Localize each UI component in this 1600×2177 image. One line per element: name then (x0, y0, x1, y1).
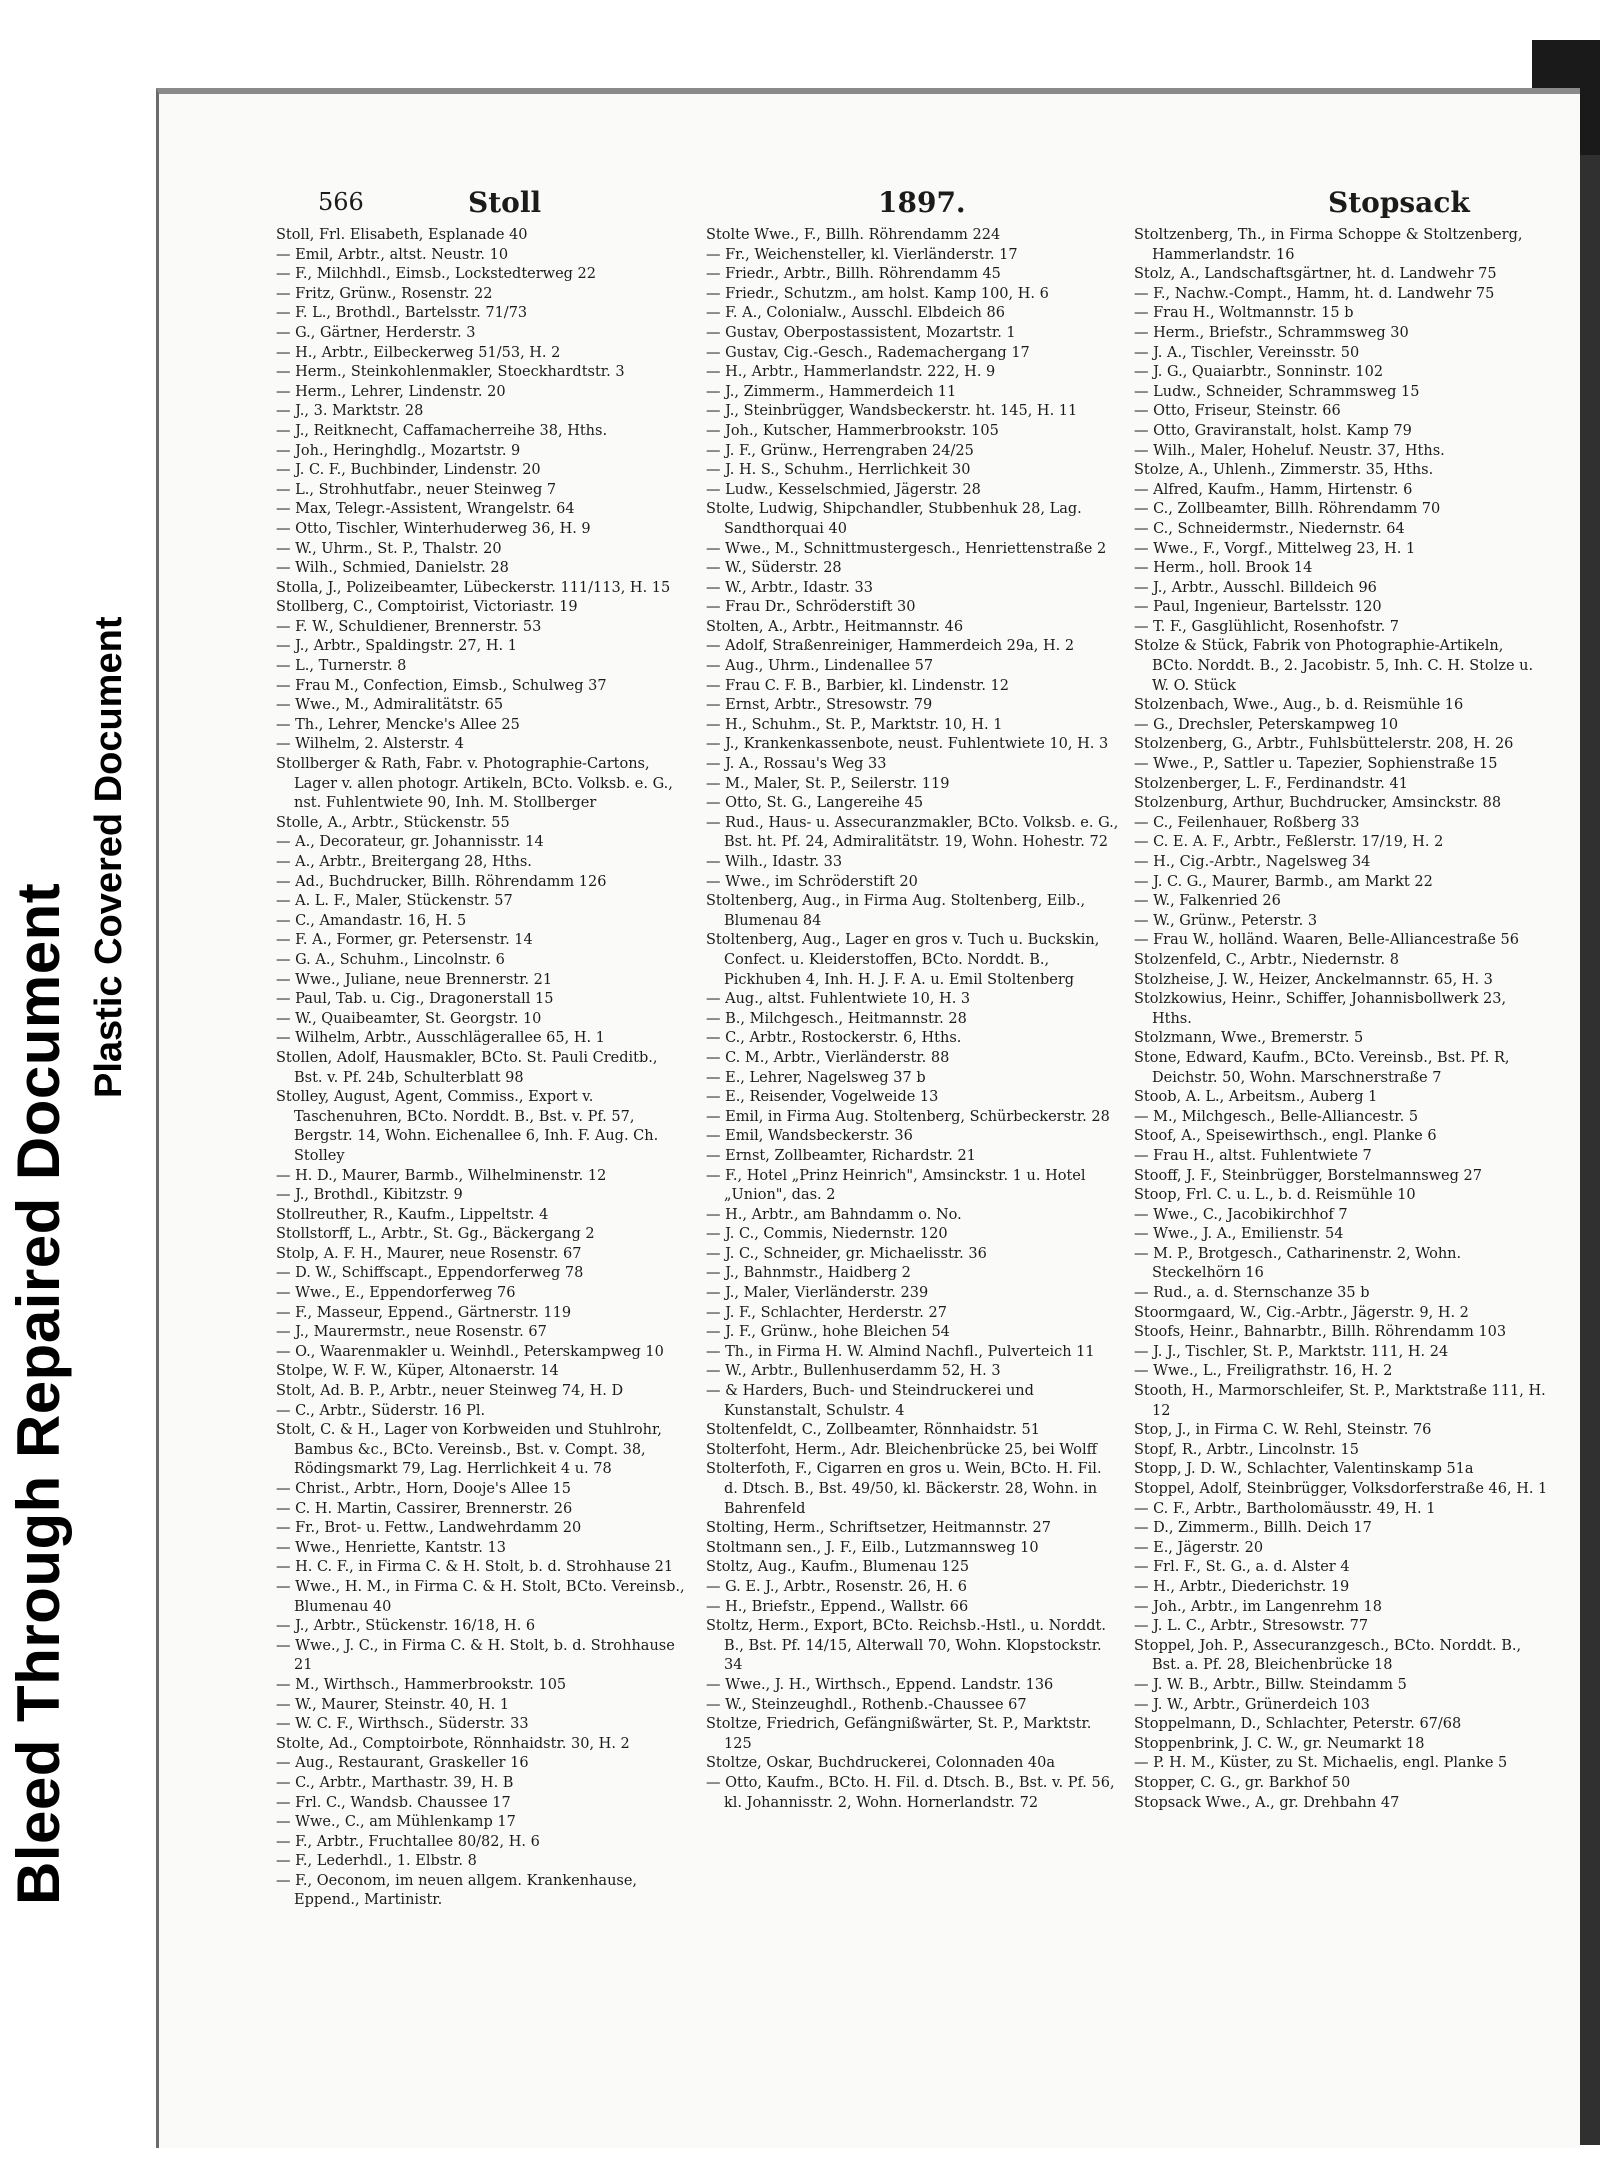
directory-entry: Stop, J., in Firma C. W. Rehl, Steinstr. 76 (1134, 1422, 1432, 1439)
directory-entry: Stooff, J. F., Steinbrügger, Borstelmannsweg 27 (1134, 1167, 1482, 1184)
directory-entry: Stoltmann sen., J. F., Eilb., Lutzmannsweg 10 (706, 1539, 1039, 1556)
directory-entry: — L., Turnerstr. 8 (276, 658, 407, 675)
directory-entry: — C. H. Martin, Cassirer, Brennerstr. 26 (276, 1500, 573, 1517)
directory-entry: — E., Reisender, Vogelweide 13 (706, 1089, 939, 1106)
directory-entry: Stoormgaard, W., Cig.-Arbtr., Jägerstr. 9, H. 2 (1134, 1304, 1469, 1321)
directory-entry: — H., Cig.-Arbtr., Nagelsweg 34 (1134, 854, 1371, 870)
directory-entry: — H., Schuhm., St. P., Marktstr. 10, H. 1 (706, 716, 1003, 733)
directory-entry: — Wwe., C., am Mühlenkamp 17 (276, 1814, 516, 1831)
directory-entry: — W., Grünw., Peterstr. 3 (1134, 912, 1318, 929)
directory-entry: Stolle, A., Arbtr., Stückenstr. 55 (276, 814, 510, 831)
directory-entry: Stolla, J., Polizeibeamter, Lübeckerstr. 111/113, H. 15 (276, 579, 671, 596)
directory-entry: — Otto, Graviranstalt, holst. Kamp 79 (1134, 422, 1412, 439)
directory-entry: — Wwe., Juliane, neue Brennerstr. 21 (276, 971, 553, 988)
directory-entry: — & Harders, Buch- und Steindruckerei und Kunstanstalt, Schulstr. 4 (706, 1383, 1034, 1419)
directory-entry: — G. A., Schuhm., Lincolnstr. 6 (276, 951, 505, 968)
directory-entry: — Wwe., L., Freiligrathstr. 16, H. 2 (1134, 1363, 1393, 1380)
directory-entry: Stoltz, Herm., Export, BCto. Reichsb.-Hstl., u. Norddt. B., Bst. Pf. 14/15, Alterwall 70, Wohn. Klopstockstr. 34 (706, 1618, 1106, 1674)
directory-entry: Stolte, Ad., Comptoirbote, Rönnhaidstr. 30, H. 2 (276, 1735, 630, 1752)
directory-entry: — P. H. M., Küster, zu St. Michaelis, engl. Planke 5 (1134, 1755, 1508, 1772)
directory-entry: — J., Arbtr., Spaldingstr. 27, H. 1 (276, 638, 517, 655)
directory-entry: Stoppenbrink, J. C. W., gr. Neumarkt 18 (1134, 1735, 1425, 1752)
directory-entry: — Wilhelm, 2. Alsterstr. 4 (276, 736, 464, 753)
directory-entry: — Aug., altst. Fuhlentwiete 10, H. 3 (706, 991, 971, 1008)
directory-entry: — J. G., Quaiarbtr., Sonninstr. 102 (1134, 364, 1384, 381)
directory-entry: — M., Milchgesch., Belle-Alliancestr. 5 (1134, 1108, 1419, 1125)
directory-entry: — L., Strohhutfabr., neuer Steinweg 7 (276, 481, 557, 498)
directory-entry: — Wwe., J. C., in Firma C. & H. Stolt, b. d. Strohhause 21 (276, 1637, 675, 1674)
directory-entry: — A. L. F., Maler, Stückenstr. 57 (276, 893, 513, 910)
directory-entry: Stolzenfeld, C., Arbtr., Niedernstr. 8 (1134, 951, 1399, 968)
directory-entry: Stolzenburg, Arthur, Buchdrucker, Amsinckstr. 88 (1134, 795, 1502, 812)
directory-entry: — H., Arbtr., Hammerlandstr. 222, H. 9 (706, 364, 996, 381)
directory-entry: — E., Lehrer, Nagelsweg 37 b (706, 1069, 926, 1086)
directory-entry: Stopf, R., Arbtr., Lincolnstr. 15 (1134, 1441, 1359, 1458)
directory-entry: — Otto, Kaufm., BCto. H. Fil. d. Dtsch. B., Bst. v. Pf. 56, kl. Johannisstr. 2, Wohn. Hornerlandstr. 72 (706, 1774, 1115, 1811)
directory-entry: — J., Brothdl., Kibitzstr. 9 (276, 1187, 463, 1204)
directory-entry: Stopp, J. D. W., Schlachter, Valentinskamp 51a (1134, 1461, 1474, 1478)
directory-entry: — W. C. F., Wirthsch., Süderstr. 33 (276, 1716, 529, 1733)
directory-entry: — J., Maurermstr., neue Rosenstr. 67 (276, 1324, 547, 1341)
directory-entry: — F. W., Schuldiener, Brennerstr. 53 (276, 618, 542, 635)
directory-entry: — Herm., Lehrer, Lindenstr. 20 (276, 383, 506, 400)
directory-entry: — Christ., Arbtr., Horn, Dooje's Allee 15 (276, 1481, 571, 1497)
directory-entry: Stolt, C. & H., Lager von Korbweiden und Stuhlrohr, Bambus &c., BCto. Vereinsb., Bst. v. Compt. 38, Rödingsmarkt 79, Lag. Herrlichkeit 4 u. 78 (276, 1422, 662, 1478)
directory-entry: — C., Feilenhauer, Roßberg 33 (1134, 814, 1360, 831)
directory-column-1 (276, 226, 690, 2106)
directory-entry: — E., Jägerstr. 20 (1134, 1539, 1264, 1556)
directory-entry: Stone, Edward, Kaufm., BCto. Vereinsb., Bst. Pf. R, Deichstr. 50, Wohn. Marschnerstraße 7 (1134, 1049, 1510, 1086)
directory-entry: — Frau W., holländ. Waaren, Belle-Alliancestraße 56 (1134, 932, 1519, 949)
directory-entry: — C. E. A. F., Arbtr., Feßlerstr. 17/19, H. 2 (1134, 834, 1444, 851)
header-year: 1897. (878, 186, 966, 219)
directory-entry: Stollberger & Rath, Fabr. v. Photographie-Cartons, Lager v. allen photogr. Artikeln, BCto. Volksb. e. G., nst. Fuhlentwiete 90, Inh. M. Stollberger (276, 756, 673, 812)
directory-entry: — A., Arbtr., Breitergang 28, Hths. (276, 854, 532, 870)
directory-entry: — W., Arbtr., Idastr. 33 (706, 579, 873, 596)
directory-entry: Stolt, Ad. B. P., Arbtr., neuer Steinweg 74, H. D (276, 1383, 624, 1400)
directory-entry: — J. J., Tischler, St. P., Marktstr. 111, H. 24 (1134, 1343, 1449, 1360)
directory-entry: — J. C. G., Maurer, Barmb., am Markt 22 (1134, 873, 1433, 890)
directory-entry: — J. W., Arbtr., Grünerdeich 103 (1134, 1696, 1370, 1713)
directory-entry: Stoof, A., Speisewirthsch., engl. Planke 6 (1134, 1128, 1437, 1145)
directory-entry: — H. C. F., in Firma C. & H. Stolt, b. d. Strohhause 21 (276, 1559, 674, 1576)
directory-entry: — Aug., Restaurant, Graskeller 16 (276, 1755, 529, 1772)
directory-entry: — J. W. B., Arbtr., Billw. Steindamm 5 (1134, 1676, 1407, 1693)
directory-entry: — Emil, Wandsbeckerstr. 36 (706, 1128, 913, 1145)
directory-entry: — Wwe., H. M., in Firma C. & H. Stolt, BCto. Vereinsb., Blumenau 40 (276, 1578, 685, 1615)
directory-entry: — W., Falkenried 26 (1134, 893, 1281, 910)
directory-entry: — Frau Dr., Schröderstift 30 (706, 599, 916, 616)
header-first-entry: Stoll (468, 186, 542, 219)
directory-entry: — J., Arbtr., Stückenstr. 16/18, H. 6 (276, 1618, 536, 1635)
directory-entry: — Herm., Briefstr., Schrammsweg 30 (1134, 324, 1409, 341)
directory-entry: — J., Bahnmstr., Haidberg 2 (706, 1265, 911, 1282)
directory-entry: — C. M., Arbtr., Vierländerstr. 88 (706, 1049, 950, 1066)
directory-entry: — J., Reitknecht, Caffamacherreihe 38, Hths. (276, 422, 608, 439)
directory-entry: Stolz, A., Landschaftsgärtner, ht. d. Landwehr 75 (1134, 266, 1497, 283)
directory-entry: — O., Waarenmakler u. Weinhdl., Peterskampweg 10 (276, 1343, 664, 1360)
directory-entry: Stoltenfeldt, C., Zollbeamter, Rönnhaidstr. 51 (706, 1422, 1040, 1439)
directory-entry: — F. A., Former, gr. Petersenstr. 14 (276, 932, 533, 949)
directory-entry: — T. F., Gasglühlicht, Rosenhofstr. 7 (1134, 618, 1400, 635)
directory-entry: — Otto, St. G., Langereihe 45 (706, 795, 924, 812)
directory-entry: — Fr., Brot- u. Fettw., Landwehrdamm 20 (276, 1520, 582, 1537)
directory-entry: Stolzkowius, Heinr., Schiffer, Johannisbollwerk 23, Hths. (1134, 991, 1507, 1027)
directory-entry: — Friedr., Schutzm., am holst. Kamp 100, H. 6 (706, 285, 1049, 302)
directory-entry: Stoppel, Joh. P., Assecuranzgesch., BCto. Norddt. B., Bst. a. Pf. 28, Bleichenbrücke 18 (1134, 1637, 1522, 1674)
directory-entry: — G., Gärtner, Herderstr. 3 (276, 324, 476, 341)
directory-entry: — Emil, Arbtr., altst. Neustr. 10 (276, 246, 509, 263)
directory-entry: — J. L. C., Arbtr., Stresowstr. 77 (1134, 1618, 1369, 1635)
directory-entry: Stolzenbach, Wwe., Aug., b. d. Reismühle 16 (1134, 697, 1464, 714)
directory-entry: — Wwe., E., Eppendorferweg 76 (276, 1285, 516, 1302)
stamp-bleed-through-repaired: Bleed Through Repaired Document (5, 882, 72, 1905)
directory-entry: — C., Amandastr. 16, H. 5 (276, 912, 467, 929)
directory-entry: Stolp, A. F. H., Maurer, neue Rosenstr. 67 (276, 1245, 582, 1262)
directory-entry: — Th., in Firma H. W. Almind Nachfl., Pulverteich 11 (706, 1343, 1095, 1360)
directory-entry: — Wwe., P., Sattler u. Tapezier, Sophienstraße 15 (1134, 756, 1498, 773)
directory-entry: — C., Schneidermstr., Niedernstr. 64 (1134, 520, 1405, 537)
directory-entry: — J. A., Rossau's Weg 33 (706, 756, 887, 773)
directory-entry: — F., Arbtr., Fruchtallee 80/82, H. 6 (276, 1833, 540, 1850)
directory-entry: Stoop, Frl. C. u. L., b. d. Reismühle 10 (1134, 1187, 1416, 1204)
directory-column-3 (1134, 226, 1548, 2106)
directory-entry: — Fritz, Grünw., Rosenstr. 22 (276, 285, 493, 302)
directory-entry: — F., Hotel „Prinz Heinrich", Amsinckstr. 1 u. Hotel „Union", das. 2 (706, 1167, 1086, 1204)
directory-entry: — Paul, Tab. u. Cig., Dragonerstall 15 (276, 991, 554, 1008)
directory-entry: — C., Arbtr., Rostockerstr. 6, Hths. (706, 1030, 962, 1047)
directory-entry: — G. E. J., Arbtr., Rosenstr. 26, H. 6 (706, 1578, 967, 1595)
directory-entry: — J., Arbtr., Ausschl. Billdeich 96 (1134, 579, 1377, 596)
directory-entry: — Fr., Weichensteller, kl. Vierländerstr. 17 (706, 246, 1018, 263)
directory-entry: — Th., Lehrer, Mencke's Allee 25 (276, 716, 520, 733)
directory-entry: — C. F., Arbtr., Bartholomäusstr. 49, H. 1 (1134, 1500, 1436, 1517)
directory-entry: — Adolf, Straßenreiniger, Hammerdeich 29a, H. 2 (706, 638, 1075, 655)
directory-entry: — Frl. C., Wandsb. Chaussee 17 (276, 1794, 511, 1811)
directory-entry: — Joh., Kutscher, Hammerbrookstr. 105 (706, 422, 999, 439)
directory-entry: — W., Steinzeughdl., Rothenb.-Chaussee 67 (706, 1696, 1027, 1713)
directory-entry: — Ernst, Arbtr., Stresowstr. 79 (706, 697, 933, 714)
directory-entry: — J., Zimmerm., Hammerdeich 11 (706, 383, 957, 400)
directory-entry: Stoltz, Aug., Kaufm., Blumenau 125 (706, 1559, 970, 1576)
directory-entry: — W., Maurer, Steinstr. 40, H. 1 (276, 1696, 510, 1713)
directory-entry: — F., Nachw.-Compt., Hamm, ht. d. Landwehr 75 (1134, 285, 1495, 302)
directory-entry: Stolzenberg, G., Arbtr., Fuhlsbüttelerstr. 208, H. 26 (1134, 736, 1514, 753)
directory-entry: — Aug., Uhrm., Lindenallee 57 (706, 658, 934, 675)
directory-entry: — Ludw., Kesselschmied, Jägerstr. 28 (706, 481, 981, 498)
directory-entry: — C., Arbtr., Süderstr. 16 Pl. (276, 1402, 486, 1419)
directory-entry: — Otto, Friseur, Steinstr. 66 (1134, 403, 1341, 420)
directory-entry: Stopper, C. G., gr. Barkhof 50 (1134, 1774, 1351, 1791)
directory-entry: Stolting, Herm., Schriftsetzer, Heitmannstr. 27 (706, 1520, 1051, 1537)
directory-entry: — Rud., Haus- u. Assecuranzmakler, BCto. Volksb. e. G., Bst. ht. Pf. 24, Admiralitätstr. 19, Wohn. Hohestr. 72 (706, 814, 1119, 851)
directory-entry: Stolze, A., Uhlenh., Zimmerstr. 35, Hths. (1134, 462, 1434, 479)
directory-entry: Stolzenberger, L. F., Ferdinandstr. 41 (1134, 775, 1408, 792)
directory-entry: — J. C., Schneider, gr. Michaelisstr. 36 (706, 1245, 987, 1262)
directory-entry: Stollstorff, L., Arbtr., St. Gg., Bäckergang 2 (276, 1226, 595, 1243)
directory-entry: Stoppelmann, D., Schlachter, Peterstr. 67/68 (1134, 1716, 1462, 1733)
directory-entry: Stolterfoht, Herm., Adr. Bleichenbrücke 25, bei Wolff (706, 1441, 1097, 1458)
directory-entry: — H., Briefstr., Eppend., Wallstr. 66 (706, 1598, 969, 1615)
directory-entry: Stolte, Ludwig, Shipchandler, Stubbenhuk 28, Lag. Sandthorquai 40 (706, 501, 1082, 537)
directory-entry: — F. A., Colonialw., Ausschl. Elbdeich 86 (706, 305, 1005, 322)
directory-entry: — Wilh., Idastr. 33 (706, 854, 843, 870)
directory-entry: — J., 3. Marktstr. 28 (276, 403, 424, 420)
directory-entry: — Wwe., Henriette, Kantstr. 13 (276, 1539, 506, 1556)
directory-entry: — F. L., Brothdl., Bartelsstr. 71/73 (276, 305, 528, 322)
directory-entry: — Wwe., M., Schnittmustergesch., Henriettenstraße 2 (706, 540, 1107, 557)
directory-entry: — D., Zimmerm., Billh. Deich 17 (1134, 1520, 1372, 1537)
directory-entry: — G., Drechsler, Peterskampweg 10 (1134, 716, 1399, 733)
directory-entry: — J., Steinbrügger, Wandsbeckerstr. ht. 145, H. 11 (706, 403, 1078, 420)
directory-entry: — Joh., Arbtr., im Langenrehm 18 (1134, 1598, 1382, 1615)
page-number: 566 (318, 188, 364, 216)
directory-entry: — J., Krankenkassenbote, neust. Fuhlentwiete 10, H. 3 (706, 736, 1109, 753)
directory-entry: — Ad., Buchdrucker, Billh. Röhrendamm 126 (276, 873, 607, 890)
directory-entry: — J. A., Tischler, Vereinsstr. 50 (1134, 344, 1360, 361)
directory-entry: — Wwe., F., Vorgf., Mittelweg 23, H. 1 (1134, 540, 1416, 557)
directory-entry: — C., Zollbeamter, Billh. Röhrendamm 70 (1134, 501, 1441, 518)
directory-entry: — Wwe., J. A., Emilienstr. 54 (1134, 1226, 1344, 1243)
directory-entry: Stoob, A. L., Arbeitsm., Auberg 1 (1134, 1089, 1378, 1106)
directory-entry: Stoofs, Heinr., Bahnarbtr., Billh. Röhrendamm 103 (1134, 1324, 1507, 1341)
directory-entry: Stolten, A., Arbtr., Heitmannstr. 46 (706, 618, 964, 635)
directory-entry: — Otto, Tischler, Winterhuderweg 36, H. 9 (276, 520, 591, 537)
directory-entry: — Rud., a. d. Sternschanze 35 b (1134, 1285, 1370, 1302)
directory-entry: Stoll, Frl. Elisabeth, Esplanade 40 (276, 227, 528, 243)
directory-entry: — W., Quaibeamter, St. Georgstr. 10 (276, 1010, 542, 1027)
directory-column-2 (706, 226, 1120, 2106)
directory-entry: Stoppel, Adolf, Steinbrügger, Volksdorferstraße 46, H. 1 (1134, 1481, 1548, 1497)
directory-entry: — J., Maler, Vierländerstr. 239 (706, 1285, 929, 1302)
directory-entry: Stolpe, W. F. W., Küper, Altonaerstr. 14 (276, 1363, 559, 1380)
directory-entry: — M., Maler, St. P., Seilerstr. 119 (706, 775, 950, 792)
directory-entry: — F., Lederhdl., 1. Elbstr. 8 (276, 1853, 477, 1870)
directory-entry: — B., Milchgesch., Heitmannstr. 28 (706, 1010, 967, 1027)
directory-entry: — Wwe., im Schröderstift 20 (706, 873, 918, 890)
directory-entry: — Wilh., Schmied, Danielstr. 28 (276, 560, 509, 577)
directory-entry: — M., Wirthsch., Hammerbrookstr. 105 (276, 1676, 567, 1693)
directory-entry: Stolte Wwe., F., Billh. Röhrendamm 224 (706, 227, 1001, 243)
directory-entry: — W., Arbtr., Bullenhuserdamm 52, H. 3 (706, 1363, 1001, 1380)
directory-entry: Stolzheise, J. W., Heizer, Anckelmannstr. 65, H. 3 (1134, 971, 1493, 988)
directory-entry: — W., Süderstr. 28 (706, 560, 842, 577)
scan-dark-margin-side (1578, 155, 1600, 2145)
directory-entry: — F., Oeconom, im neuen allgem. Krankenhause, Eppend., Martinistr. (276, 1872, 638, 1909)
directory-entry: — Wwe., C., Jacobikirchhof 7 (1134, 1206, 1348, 1223)
directory-entry: — J. F., Schlachter, Herderstr. 27 (706, 1304, 947, 1321)
directory-entry: — Gustav, Oberpostassistent, Mozartstr. 1 (706, 324, 1016, 341)
directory-entry: — Wwe., M., Admiralitätstr. 65 (276, 697, 504, 714)
directory-entry: — H. D., Maurer, Barmb., Wilhelminenstr. 12 (276, 1167, 607, 1184)
directory-entry: — Wwe., J. H., Wirthsch., Eppend. Landstr. 136 (706, 1676, 1054, 1693)
directory-entry: — Frau H., Woltmannstr. 15 b (1134, 305, 1354, 322)
directory-entry: — C., Arbtr., Marthastr. 39, H. B (276, 1774, 514, 1791)
header-last-entry: Stopsack (1328, 186, 1470, 219)
directory-entry: Stooth, H., Marmorschleifer, St. P., Marktstraße 111, H. 12 (1134, 1383, 1546, 1419)
directory-entry: — Gustav, Cig.-Gesch., Rademachergang 17 (706, 344, 1030, 361)
directory-entry: Stolley, August, Agent, Commiss., Export v. Taschenuhren, BCto. Norddt. B., Bst. v. Pf. 57, Bergstr. 14, Wohn. Eichenallee 6, Inh. F. Aug. Ch. Stolley (276, 1089, 659, 1164)
directory-entry: Stolterfoth, F., Cigarren en gros u. Wein, BCto. H. Fil. d. Dtsch. B., Bst. 49/50, kl. Bäckerstr. 28, Wohn. in Bahrenfeld (706, 1461, 1102, 1517)
directory-entry: — F., Milchhdl., Eimsb., Lockstedterweg 22 (276, 266, 596, 283)
directory-entry: — A., Decorateur, gr. Johannisstr. 14 (276, 834, 544, 851)
directory-entry: Stollen, Adolf, Hausmakler, BCto. St. Pauli Creditb., Bst. v. Pf. 24b, Schulterblatt 98 (276, 1049, 658, 1086)
directory-entry: — H., Arbtr., am Bahndamm o. No. (706, 1206, 962, 1223)
running-head (318, 186, 1558, 230)
directory-entry: — Max, Telegr.-Assistent, Wrangelstr. 64 (276, 501, 575, 518)
directory-entry: — Frau M., Confection, Eimsb., Schulweg 37 (276, 677, 607, 694)
directory-entry: Stollberg, C., Comptoirist, Victoriastr. 19 (276, 599, 578, 616)
directory-entry: — M. P., Brotgesch., Catharinenstr. 2, Wohn. Steckelhörn 16 (1134, 1245, 1462, 1282)
directory-entry: — H., Arbtr., Eilbeckerweg 51/53, H. 2 (276, 344, 561, 361)
directory-entry: — Herm., holl. Brook 14 (1134, 560, 1313, 577)
directory-entry: — Friedr., Arbtr., Billh. Röhrendamm 45 (706, 266, 1001, 283)
directory-entry: — H., Arbtr., Diederichstr. 19 (1134, 1578, 1350, 1595)
directory-entry: — Joh., Heringhdlg., Mozartstr. 9 (276, 442, 521, 459)
directory-entry: — Ernst, Zollbeamter, Richardstr. 21 (706, 1147, 976, 1164)
directory-entry: — Wilhelm, Arbtr., Ausschlägerallee 65, H. 1 (276, 1030, 605, 1047)
directory-entry: — J. F., Grünw., hohe Bleichen 54 (706, 1324, 950, 1341)
directory-entry: Stoltze, Oskar, Buchdruckerei, Colonnaden 40a (706, 1755, 1055, 1772)
directory-entry: Stolze & Stück, Fabrik von Photographie-Artikeln, BCto. Norddt. B., 2. Jacobistr. 5, Inh. C. H. Stolze u. W. O. Stück (1134, 638, 1534, 694)
directory-entry: Stopsack Wwe., A., gr. Drehbahn 47 (1134, 1794, 1400, 1811)
directory-entry: — J. F., Grünw., Herrengraben 24/25 (706, 442, 974, 459)
directory-entry: — Alfred, Kaufm., Hamm, Hirtenstr. 6 (1134, 481, 1413, 498)
directory-entry: — W., Uhrm., St. P., Thalstr. 20 (276, 540, 502, 557)
directory-entry: — J. C. F., Buchbinder, Lindenstr. 20 (276, 462, 541, 479)
directory-entry: — Frau C. F. B., Barbier, kl. Lindenstr. 12 (706, 677, 1010, 694)
directory-entry: — Herm., Steinkohlenmakler, Stoeckhardtstr. 3 (276, 364, 625, 381)
directory-entry: — D. W., Schiffscapt., Eppendorferweg 78 (276, 1265, 584, 1282)
directory-entry: — Frl. F., St. G., a. d. Alster 4 (1134, 1559, 1350, 1576)
directory-entry: — J. C., Commis, Niedernstr. 120 (706, 1226, 948, 1243)
directory-entry: — Ludw., Schneider, Schrammsweg 15 (1134, 383, 1420, 400)
directory-entry: — J. H. S., Schuhm., Herrlichkeit 30 (706, 462, 971, 479)
directory-entry: Stolzmann, Wwe., Bremerstr. 5 (1134, 1030, 1364, 1047)
directory-entry: — Frau H., altst. Fuhlentwiete 7 (1134, 1147, 1372, 1164)
directory-entry: — Paul, Ingenieur, Bartelsstr. 120 (1134, 599, 1382, 616)
directory-entry: Stollreuther, R., Kaufm., Lippeltstr. 4 (276, 1206, 549, 1223)
directory-entry: Stoltze, Friedrich, Gefängnißwärter, St. P., Marktstr. 125 (706, 1716, 1092, 1752)
directory-entry: — F., Masseur, Eppend., Gärtnerstr. 119 (276, 1304, 572, 1321)
directory-entry: Stoltenberg, Aug., in Firma Aug. Stoltenberg, Eilb., Blumenau 84 (706, 893, 1086, 929)
stamp-plastic-covered: Plastic Covered Document (88, 616, 130, 1098)
directory-entry: — Emil, in Firma Aug. Stoltenberg, Schürbeckerstr. 28 (706, 1108, 1110, 1125)
directory-entry: — Wilh., Maler, Hoheluf. Neustr. 37, Hths. (1134, 442, 1445, 459)
directory-entry: Stoltenberg, Aug., Lager en gros v. Tuch u. Buckskin, Confect. u. Kleiderstoffen, BCto. Norddt. B., Pickhuben 4, Inh. H. J. F. A. u. Emil Stoltenberg (706, 932, 1100, 988)
directory-entry: Stoltzenberg, Th., in Firma Schoppe & Stoltzenberg, Hammerlandstr. 16 (1134, 227, 1523, 263)
